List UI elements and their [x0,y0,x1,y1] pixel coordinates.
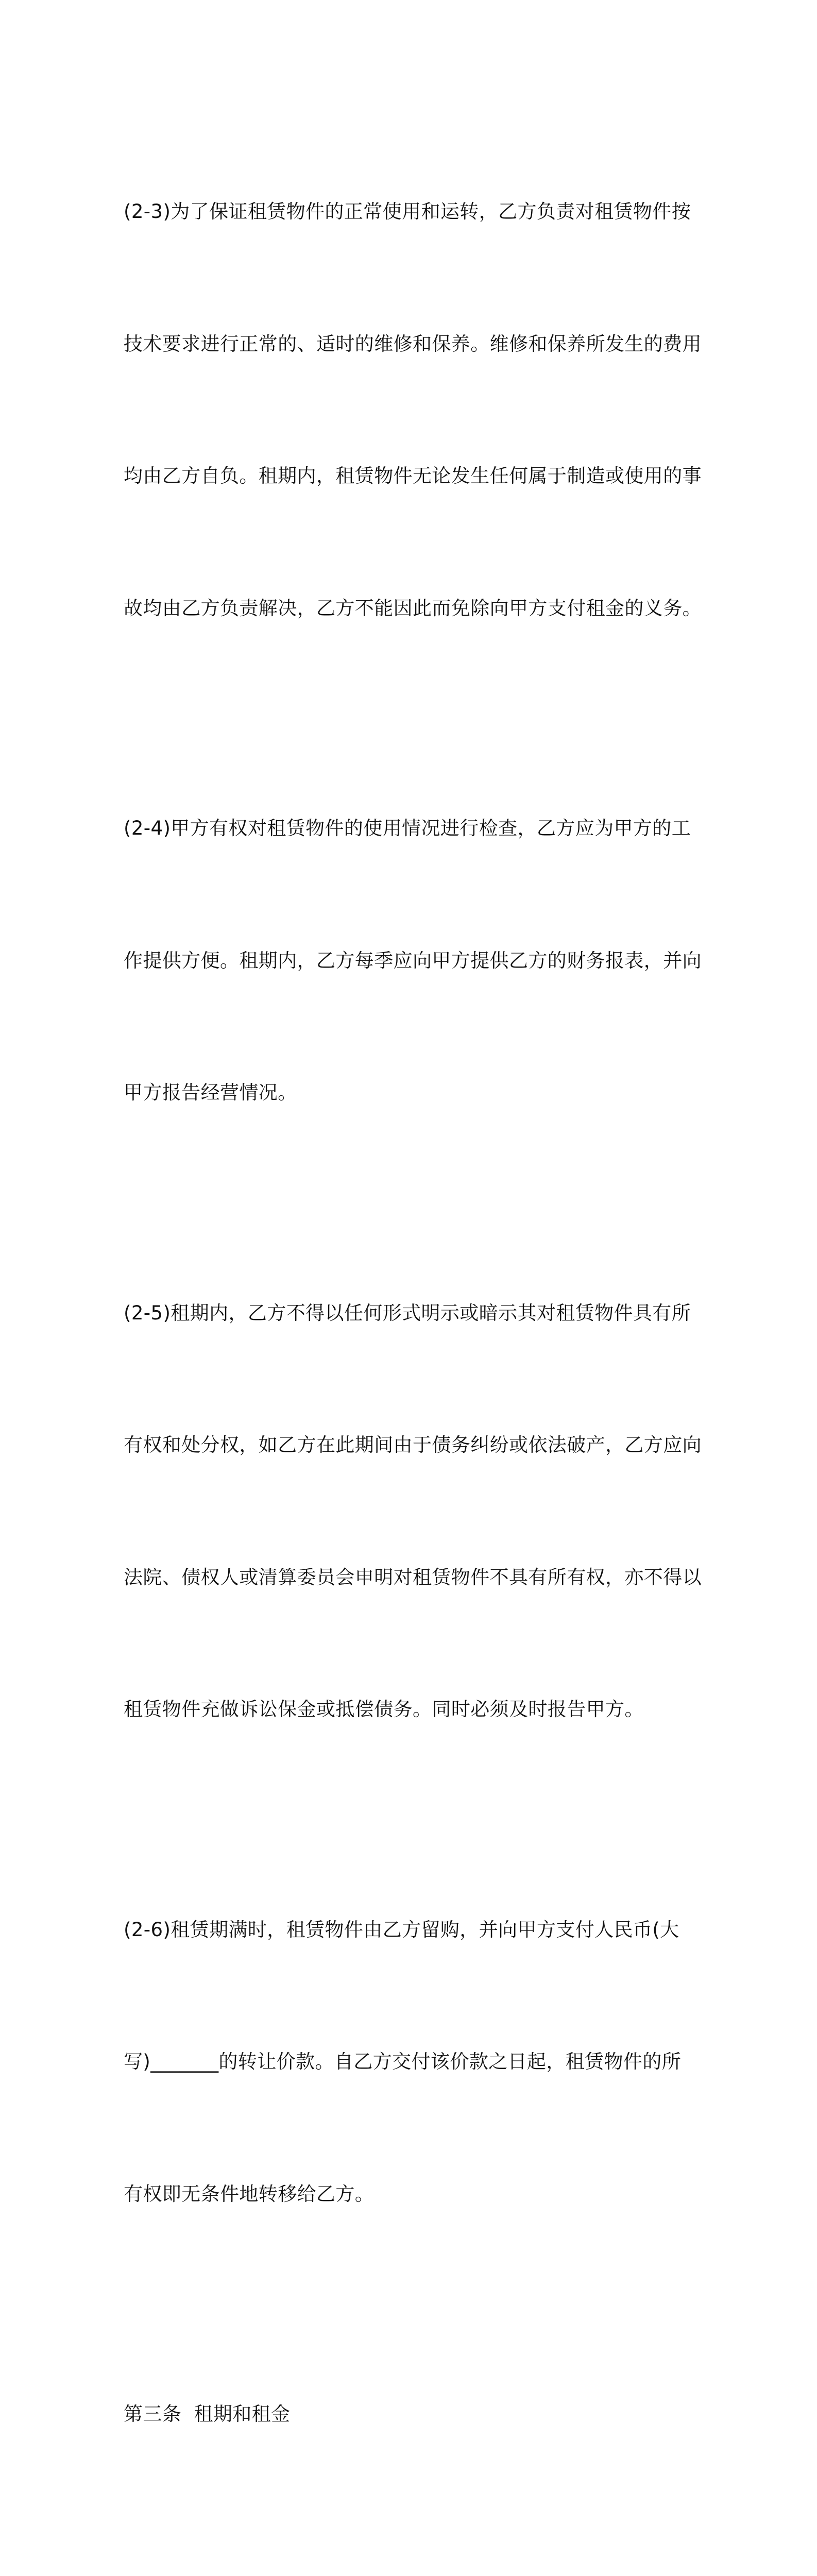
document-page [0,0,817,1156]
text-line: 均由乙方自负。租期内，租赁物件无论发生任何属于制造或使用的事 [124,454,701,498]
text-line: (2-6)租赁期满时，租赁物件由乙方留购，并向甲方支付人民币(大 [124,1908,701,1952]
text-line: 有权和处分权，如乙方在此期间由于债务纠纷或依法破产，乙方应向 [124,1423,701,1467]
text-line: 作提供方便。租期内，乙方每季应向甲方提供乙方的财务报表，并向 [124,939,701,983]
clause-2-3 [124,101,701,718]
document-body [124,101,701,2576]
text-line: 租赁物件充做诉讼保金或抵偿债务。同时必须及时报告甲方。 [124,1687,701,1732]
text-line: (2-4)甲方有权对租赁物件的使用情况进行检查，乙方应为甲方的工 [124,806,701,851]
article-3-heading [124,2304,701,2524]
text-line: 写)_______的转让价款。自乙方交付该价款之日起，租赁物件的所 [124,2040,701,2084]
text-line: 法院、债权人或清算委员会申明对租赁物件不具有所有权，亦不得以 [124,1555,701,1600]
clause-2-4 [124,718,701,1203]
text-line: (2-3)为了保证租赁物件的正常使用和运转，乙方负责对租赁物件按 [124,190,701,234]
section-heading: 第三条 租期和租金 [124,2392,701,2436]
text-line: 技术要求进行正常的、适时的维修和保养。维修和保养所发生的费用 [124,322,701,366]
text-line: (2-5)租期内，乙方不得以任何形式明示或暗示其对租赁物件具有所 [124,1291,701,1335]
clause-2-6 [124,1820,701,2304]
clause-2-5 [124,1203,701,1820]
text-line: 故均由乙方负责解决，乙方不能因此而免除向甲方支付租金的义务。 [124,586,701,631]
text-line: 有权即无条件地转移给乙方。 [124,2172,701,2216]
clause-3-1 [124,2524,701,2576]
text-line: 甲方报告经营情况。 [124,1071,701,1115]
